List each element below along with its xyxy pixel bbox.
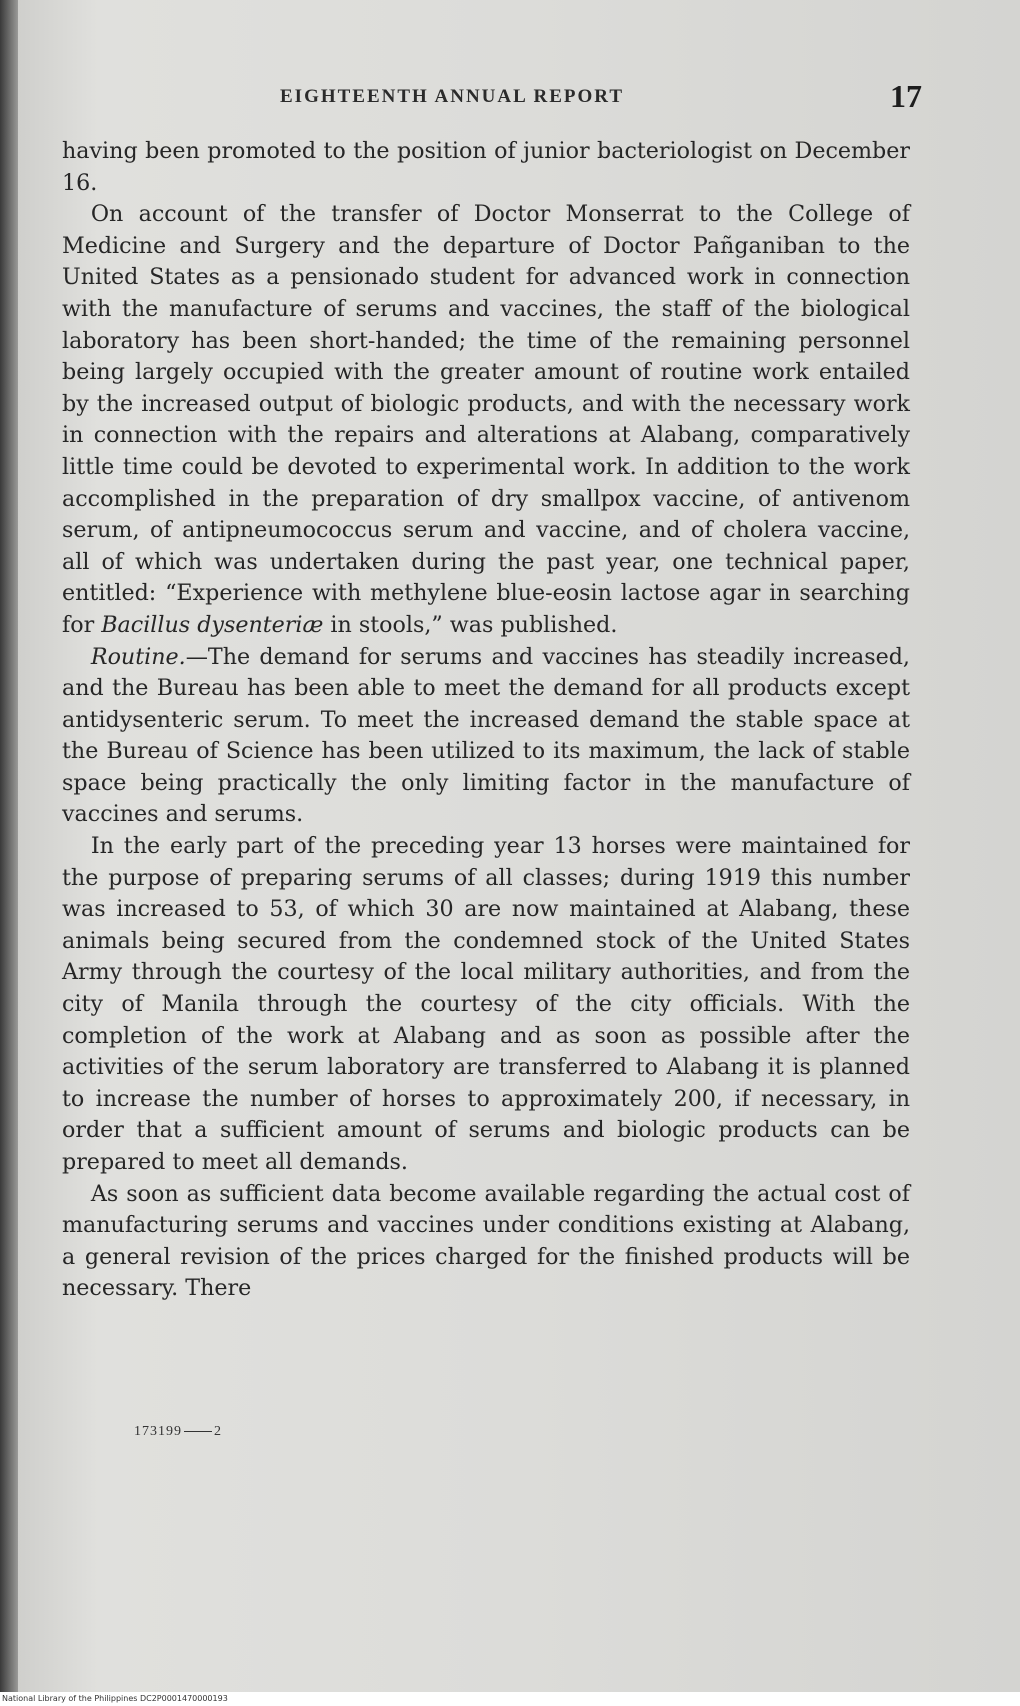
- signature-number: 173199: [134, 1424, 182, 1439]
- signature-dash: [184, 1431, 212, 1432]
- paragraph-horses: [62, 831, 910, 1179]
- document-page: [18, 0, 1020, 1706]
- page-edge-shadow: [0, 0, 18, 1706]
- body-text: [62, 136, 910, 1305]
- paragraph-text: On account of the transfer of Doctor Monserrat to the College of Medicine and Surgery and the departure of Doctor Pañganiban to the United States as a pensionado student for advanced work in connection with the manufacture of serums and vaccines, the staff of the biological laboratory has been short-handed; the time of the remaining personnel being largely occupied with the greater amount of routine work entailed by the increased output of biologic products, and with the necessary work in connection with the repairs and alterations at Alabang, comparatively little time could be devoted to experimental work. In addition to the work accomplished in the preparation of dry smallpox vaccine, of antivenom serum, of antipneumococcus serum and vaccine, and of cholera vaccine, all of which was undertaken during the past year, one technical paper, entitled: “Experience with methylene blue-eosin lactose agar in searching for: [62, 201, 910, 638]
- section-lead-italic: Routine.: [90, 643, 186, 670]
- paragraph-text: having been promoted to the position of junior bacteriologist on December 16.: [62, 138, 910, 196]
- paragraph-tail: in stools,” was published.: [323, 611, 618, 638]
- running-head: EIGHTEENTH ANNUAL REPORT: [280, 86, 625, 107]
- page-number: 17: [890, 78, 922, 114]
- paragraph-routine: [62, 642, 910, 832]
- paragraph-staff: [62, 199, 910, 641]
- italic-species-name: Bacillus dysenteriæ: [101, 611, 324, 638]
- paragraph-costs: [62, 1179, 910, 1305]
- paragraph-text: In the early part of the preceding year 13 horses were maintained for the purpose of preparing serums of all classes; during 1919 this number was increased to 53, of which 30 are now maintained at Alabang, these animals being secured from the condemned stock of the United States Army through the courtesy of the local military authorities, and from the city of Manila through the courtesy of the city officials. With the completion of the work at Alabang and as soon as possible after the activities of the serum laboratory are transferred to Alabang it is planned to increase the number of horses to approximately 200, if necessary, in order that a sufficient amount of serums and biologic products can be prepared to meet all demands.: [62, 833, 910, 1175]
- paragraph-text: As soon as sufficient data become available regarding the actual cost of manufacturing serums and vaccines under conditions existing at Alabang, a general revision of the prices charged for the finished products will be necessary. There: [62, 1180, 910, 1302]
- signature-sheet: 2: [214, 1424, 222, 1439]
- paragraph-continuation: [62, 136, 910, 199]
- page-header: [18, 78, 1020, 122]
- paragraph-text: —The demand for serums and vaccines has steadily increased, and the Bureau has been able to meet the demand for all products except antidysenteric serum. To meet the increased demand the stable space at the Bureau of Science has been utilized to its maximum, the lack of stable space being practically the only limiting factor in the manufacture of vaccines and serums.: [62, 643, 910, 828]
- printer-signature-mark: [134, 1424, 222, 1440]
- scan-credit-text: National Library of the Philippines DC2P0001470000193: [2, 1694, 228, 1703]
